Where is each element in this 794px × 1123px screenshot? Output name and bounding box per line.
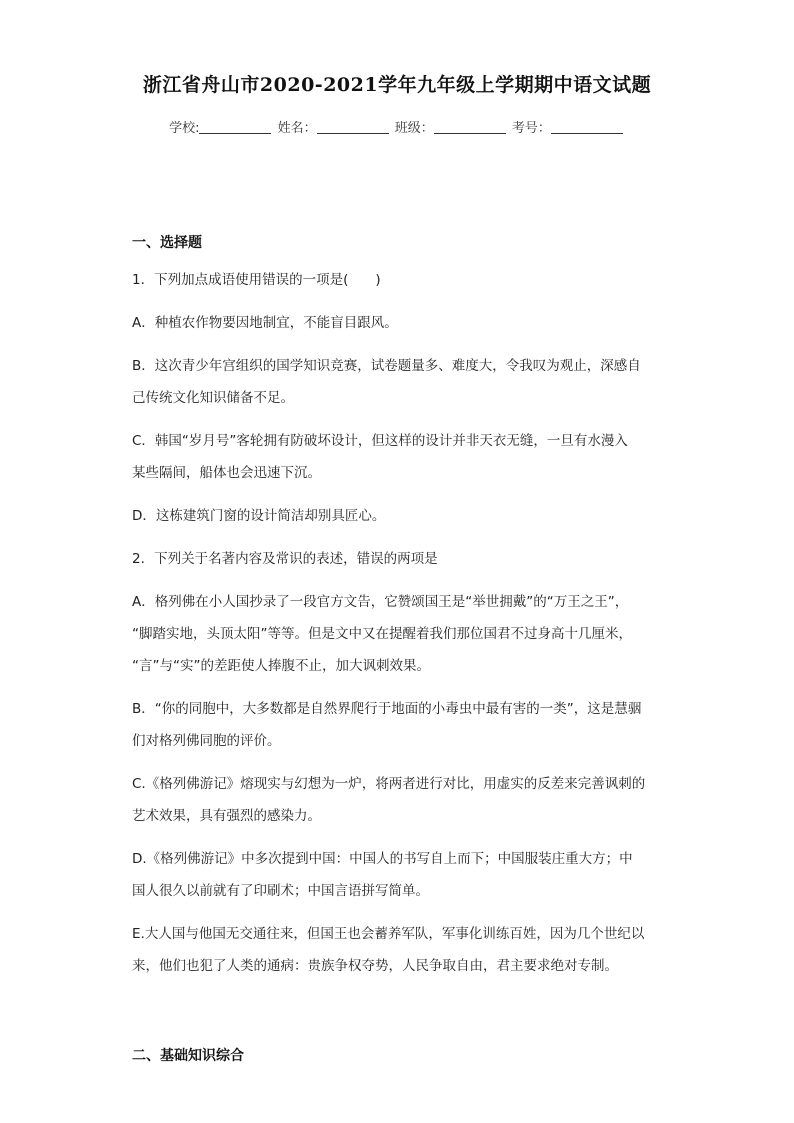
name-blank[interactable] [317, 121, 389, 134]
option-line: C.《格列佛游记》熔现实与幻想为一炉，将两者进行对比，用虚实的反差来完善讽刺的 [132, 776, 646, 792]
question-2-option-c [132, 768, 667, 832]
class-label: 班级： [394, 121, 434, 136]
option-line: 艺术效果，具有强烈的感染力。 [132, 808, 321, 824]
section-heading-choice: 一、选择题 [132, 235, 202, 251]
question-2-stem: 2．下列关于名著内容及常识的表述，错误的两项是 [132, 551, 438, 567]
question-2-option-b [132, 693, 667, 757]
school-label: 学校: [169, 121, 200, 136]
option-line: A．格列佛在小人国抄录了一段官方文告，它赞颂国王是“举世拥戴”的“万王之王”， [132, 594, 629, 610]
option-line: B．“你的同胞中，大多数都是自然界爬行于地面的小毒虫中最有害的一类”，这是慧骃 [132, 701, 642, 717]
option-line: “言”与“实”的差距使人捧腹不止，加大讽刺效果。 [132, 658, 430, 674]
name-label: 姓名： [277, 121, 317, 136]
question-2-option-e [132, 918, 667, 982]
number-label: 考号： [511, 121, 551, 136]
exam-title: 浙江省舟山市2020-2021学年九年级上学期期中语文试题 [142, 74, 652, 96]
option-line: 己传统文化知识储备不足。 [132, 390, 294, 406]
option-line: E.大人国与他国无交通往来，但国王也会蓄养军队，军事化训练百姓，因为几个世纪以 [132, 926, 645, 942]
question-1-option-b [132, 350, 667, 414]
question-1-option-a: A．种植农作物要因地制宜，不能盲目跟风。 [132, 315, 398, 331]
option-line: C．韩国“岁月号”客轮拥有防破坏设计，但这样的设计并非天衣无缝，一旦有水漫入 [132, 433, 628, 449]
option-line: 来，他们也犯了人类的通病：贵族争权夺势，人民争取自由，君主要求绝对专制。 [132, 958, 618, 974]
section-heading-basics: 二、基础知识综合 [132, 1048, 244, 1064]
student-info-line [0, 117, 794, 136]
number-blank[interactable] [551, 121, 623, 134]
option-line: “脚踏实地，头顶太阳”等等。但是文中又在提醒着我们那位国君不过身高十几厘米， [132, 626, 632, 642]
option-line: 国人很久以前就有了印刷术；中国言语拼写简单。 [132, 883, 429, 899]
option-line: B．这次青少年宫组织的国学知识竞赛，试卷题量多、难度大，令我叹为观止，深感自 [132, 358, 641, 374]
question-2-option-d [132, 843, 667, 907]
option-line: 们对格列佛同胞的评价。 [132, 733, 281, 749]
option-line: D.《格列佛游记》中多次提到中国：中国人的书写自上而下；中国服装庄重大方；中 [132, 851, 633, 867]
question-1-stem: 1．下列加点成语使用错误的一项是( ) [132, 272, 381, 288]
class-blank[interactable] [434, 121, 506, 134]
question-body [132, 264, 667, 982]
option-line: 某些隔间，船体也会迅速下沉。 [132, 465, 321, 481]
question-1-option-c [132, 425, 667, 489]
question-2-option-a [132, 586, 667, 682]
school-blank[interactable] [199, 121, 271, 134]
question-1-option-d: D．这栋建筑门窗的设计简洁却别具匠心。 [132, 508, 386, 524]
